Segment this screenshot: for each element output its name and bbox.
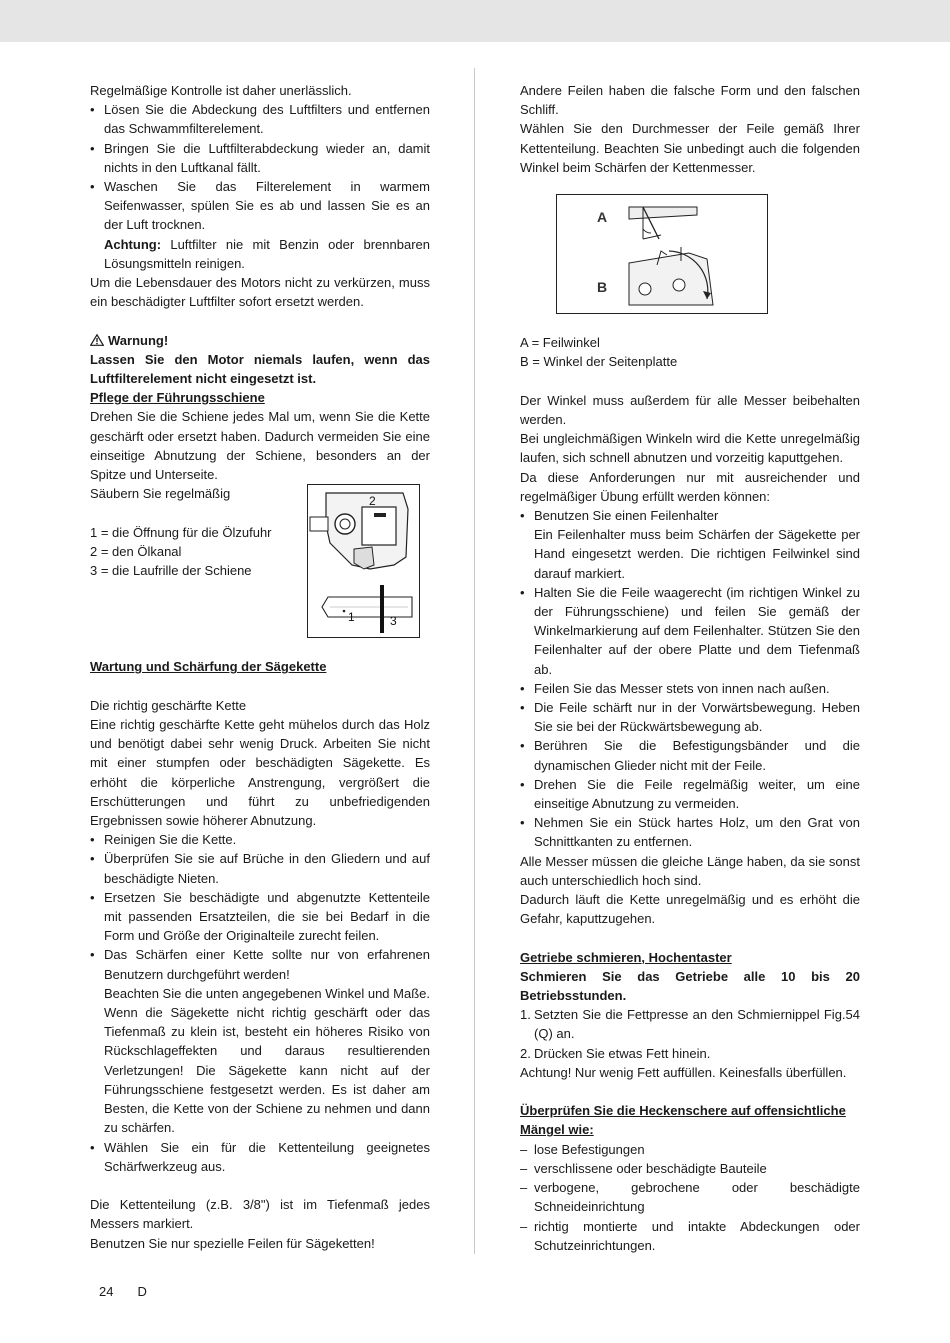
pruefen-heading: Überprüfen Sie die Heckenschere auf offensichtliche Mängel wie: — [520, 1103, 846, 1138]
figure-label-3: 3 — [390, 614, 397, 629]
file-angle-illustration — [557, 195, 767, 313]
achtung-note — [90, 235, 430, 273]
kette-subheading: Die richtig geschärfte Kette — [90, 697, 247, 713]
defect-item: – richtig montierte und intakte Abdeckungen oder Schutzeinrichtungen. — [520, 1217, 860, 1255]
step-number: 1. — [520, 1007, 531, 1023]
legend-item: 1 = die Öffnung für die Ölzufuhr — [90, 524, 272, 540]
sharpen-bullet-continuation: Ein Feilenhalter muss beim Schärfen der Sägekette per Hand eingesetzt werden. Die richtigen Feilwinkel sind darauf markiert. — [534, 527, 860, 581]
pflege-heading: Pflege der Führungsschiene — [90, 390, 265, 406]
left-column — [90, 81, 430, 1253]
getriebe-bold: Schmieren Sie das Getriebe alle 10 bis 20 Betriebsstunden. — [520, 968, 860, 1004]
achtung-text: Luftfilter nie mit Benzin oder brennbaren Lösungsmitteln reinigen. — [104, 236, 430, 271]
achtung-paragraph: Achtung! Nur wenig Fett auffüllen. Keinesfalls überfüllen. — [520, 1064, 847, 1080]
alle-paragraph: Alle Messer müssen die gleiche Länge haben, da sie sonst auch unterschiedlich hoch sind. — [520, 853, 860, 888]
step-item — [520, 1005, 860, 1043]
feilen-paragraph: Benutzen Sie nur spezielle Feilen für Sägeketten! — [90, 1235, 375, 1251]
guide-bar-section — [90, 484, 430, 638]
kette-bullet: • Überprüfen Sie sie auf Brüche in den Gliedern und auf beschädigte Nieten. — [90, 849, 430, 887]
angle-label-a: A — [597, 209, 608, 226]
warning-title-text: Warnung! — [108, 332, 169, 348]
guide-bar-legend — [90, 484, 305, 580]
winkel-paragraph: Der Winkel muss außerdem für alle Messer beibehalten werden. — [520, 392, 860, 427]
warning-icon — [90, 334, 104, 346]
kette-bullet: • Das Schärfen einer Kette sollte nur von erfahrenen Benutzern durchgeführt werden! — [90, 945, 430, 983]
kette-paragraph: Eine richtig geschärfte Kette geht mühelos durch das Holz und benötigt dabei sehr wenig Druck. Arbeiten Sie nicht mit einer stumpfen oder beschädigten Sägekette. Es erhöht die körperliche Anstrengung, vergrößert die Erschütterungen und führt zu unbefriedigenden Ergebnissen sowie höherer Abnutzung. — [90, 717, 430, 829]
waehlen-paragraph: Wählen Sie den Durchmesser der Feile gemäß Ihrer Kettenteilung. Beachten Sie unbedingt auch die folgenden Winkel beim Schärfen der Kettenmesser. — [520, 121, 860, 175]
legend-a: A = Feilwinkel — [520, 335, 600, 351]
kette-bullet: • Reinigen Sie die Kette. — [90, 830, 430, 849]
da-paragraph: Da diese Anforderungen nur mit ausreichender und regelmäßiger Übung erfüllt werden können: — [520, 469, 860, 504]
page-footer — [99, 1282, 171, 1301]
sharpen-bullet: • Nehmen Sie ein Stück hartes Holz, um den Grat von Schnittkanten zu entfernen. — [520, 813, 860, 851]
step-text: Setzten Sie die Fettpresse an den Schmiernippel Fig.54 (Q) an. — [534, 1007, 860, 1042]
language-code: D — [137, 1284, 147, 1299]
page-number: 24 — [99, 1284, 114, 1299]
figure-label-1: 1 — [348, 610, 355, 625]
guide-bar-figure — [307, 484, 420, 638]
defect-item: – lose Befestigungen — [520, 1140, 860, 1159]
wartung-heading: Wartung und Schärfung der Sägekette — [90, 659, 327, 675]
sharpen-bullet: • Die Feile schärft nur in der Vorwärtsbewegung. Heben Sie sie bei der Rückwärtsbewegung ab. — [520, 698, 860, 736]
filter-bullet: • Bringen Sie die Luftfilterabdeckung wieder an, damit nichts in den Luftkanal fällt. — [90, 139, 430, 177]
column-divider — [474, 68, 475, 1254]
sharpen-bullet: • Benutzen Sie einen Feilenhalter — [520, 506, 860, 525]
figure-label-2: 2 — [369, 494, 376, 509]
guide-bar-illustration — [308, 485, 419, 637]
step-number: 2. — [520, 1045, 531, 1061]
warning-text: Lassen Sie den Motor niemals laufen, wenn das Luftfilterelement nicht eingesetzt ist. — [90, 351, 430, 387]
defect-item: – verbogene, gebrochene oder beschädigte Schneideinrichtung — [520, 1178, 860, 1216]
angle-label-b: B — [597, 279, 608, 296]
sharpen-bullet: • Halten Sie die Feile waagerecht (im richtigen Winkel zu der Führungsschiene) und feilen Sie gemäß der Winkelmarkierung auf dem Feilenhalter. Stützen Sie den Feilenhalter auf der obere Platte und dem Tiefenmaß ab. — [520, 583, 860, 679]
intro-paragraph: Regelmäßige Kontrolle ist daher unerlässlich. — [90, 83, 352, 98]
top-bar — [0, 0, 950, 42]
sharpen-bullet: • Feilen Sie das Messer stets von innen nach außen. — [520, 679, 860, 698]
right-column — [520, 81, 860, 1255]
kette-bullet: • Ersetzen Sie beschädigte und abgenutzte Kettenteile mit passenden Ersatzteilen, die sie bei Bedarf in die Form und Größe der Originalteile zurecht feilen. — [90, 888, 430, 946]
saeubern-line: Säubern Sie regelmäßig — [90, 486, 231, 502]
legend-b: B = Winkel der Seitenplatte — [520, 354, 678, 370]
andere-paragraph: Andere Feilen haben die falsche Form und den falschen Schliff. — [520, 83, 860, 118]
achtung-label: Achtung: — [104, 236, 162, 252]
kettenteilung-paragraph: Die Kettenteilung (z.B. 3/8") ist im Tiefenmaß jedes Messers markiert. — [90, 1197, 430, 1232]
legend-item: 2 = den Ölkanal — [90, 543, 182, 559]
defect-item: – verschlissene oder beschädigte Bauteile — [520, 1159, 860, 1178]
pflege-paragraph: Drehen Sie die Schiene jedes Mal um, wenn Sie die Kette geschärft oder ersetzt haben. Dadurch vermeiden Sie eine einseitige Abnutzung der Schiene, besonders an der Spitze und Unterseite. — [90, 409, 430, 483]
ungleich-paragraph: Bei ungleichmäßigen Winkeln wird die Kette unregelmäßig laufen, sich schnell abnutzen und vorzeitig kaputtgehen. — [520, 431, 860, 466]
dadurch-paragraph: Dadurch läuft die Kette unregelmäßig und es erhöht die Gefahr, kaputtzugehen. — [520, 892, 860, 927]
warning-title — [90, 331, 430, 350]
kette-bullet: • Wählen Sie ein für die Kettenteilung geeignetes Schärfwerkzeug aus. — [90, 1138, 430, 1176]
lebensdauer-paragraph: Um die Lebensdauer des Motors nicht zu verkürzen, muss ein beschädigter Luftfilter sofort ersetzt werden. — [90, 275, 430, 310]
kette-bullet-continuation: Beachten Sie die unten angegebenen Winkel und Maße. Wenn die Sägekette nicht richtig geschärft oder das Tiefenmaß zu klein ist, besteht ein höheres Risiko von Rückschlageffekten und daraus resultierenden Verletzungen! Die Sägekette kann nicht auf der Führungsschiene festgesetzt werden. Es ist daher am Besten, die Kette von der Schiene zu nehmen und dann zu schärfen. — [104, 985, 430, 1136]
step-item — [520, 1044, 860, 1063]
file-angle-figure — [556, 194, 768, 314]
step-text: Drücken Sie etwas Fett hinein. — [534, 1045, 711, 1061]
sharpen-bullet: • Drehen Sie die Feile regelmäßig weiter, um eine einseitige Abnutzung zu vermeiden. — [520, 775, 860, 813]
legend-item: 3 = die Laufrille der Schiene — [90, 563, 252, 579]
getriebe-heading: Getriebe schmieren, Hochentaster — [520, 949, 732, 965]
sharpen-bullet: • Berühren Sie die Befestigungsbänder und die dynamischen Glieder nicht mit der Feile. — [520, 736, 860, 774]
filter-bullet: • Lösen Sie die Abdeckung des Luftfilters und entfernen das Schwammfilterelement. — [90, 100, 430, 138]
filter-bullet: • Waschen Sie das Filterelement in warmem Seifenwasser, spülen Sie es ab und lassen Sie es an der Luft trocknen. — [90, 177, 430, 235]
